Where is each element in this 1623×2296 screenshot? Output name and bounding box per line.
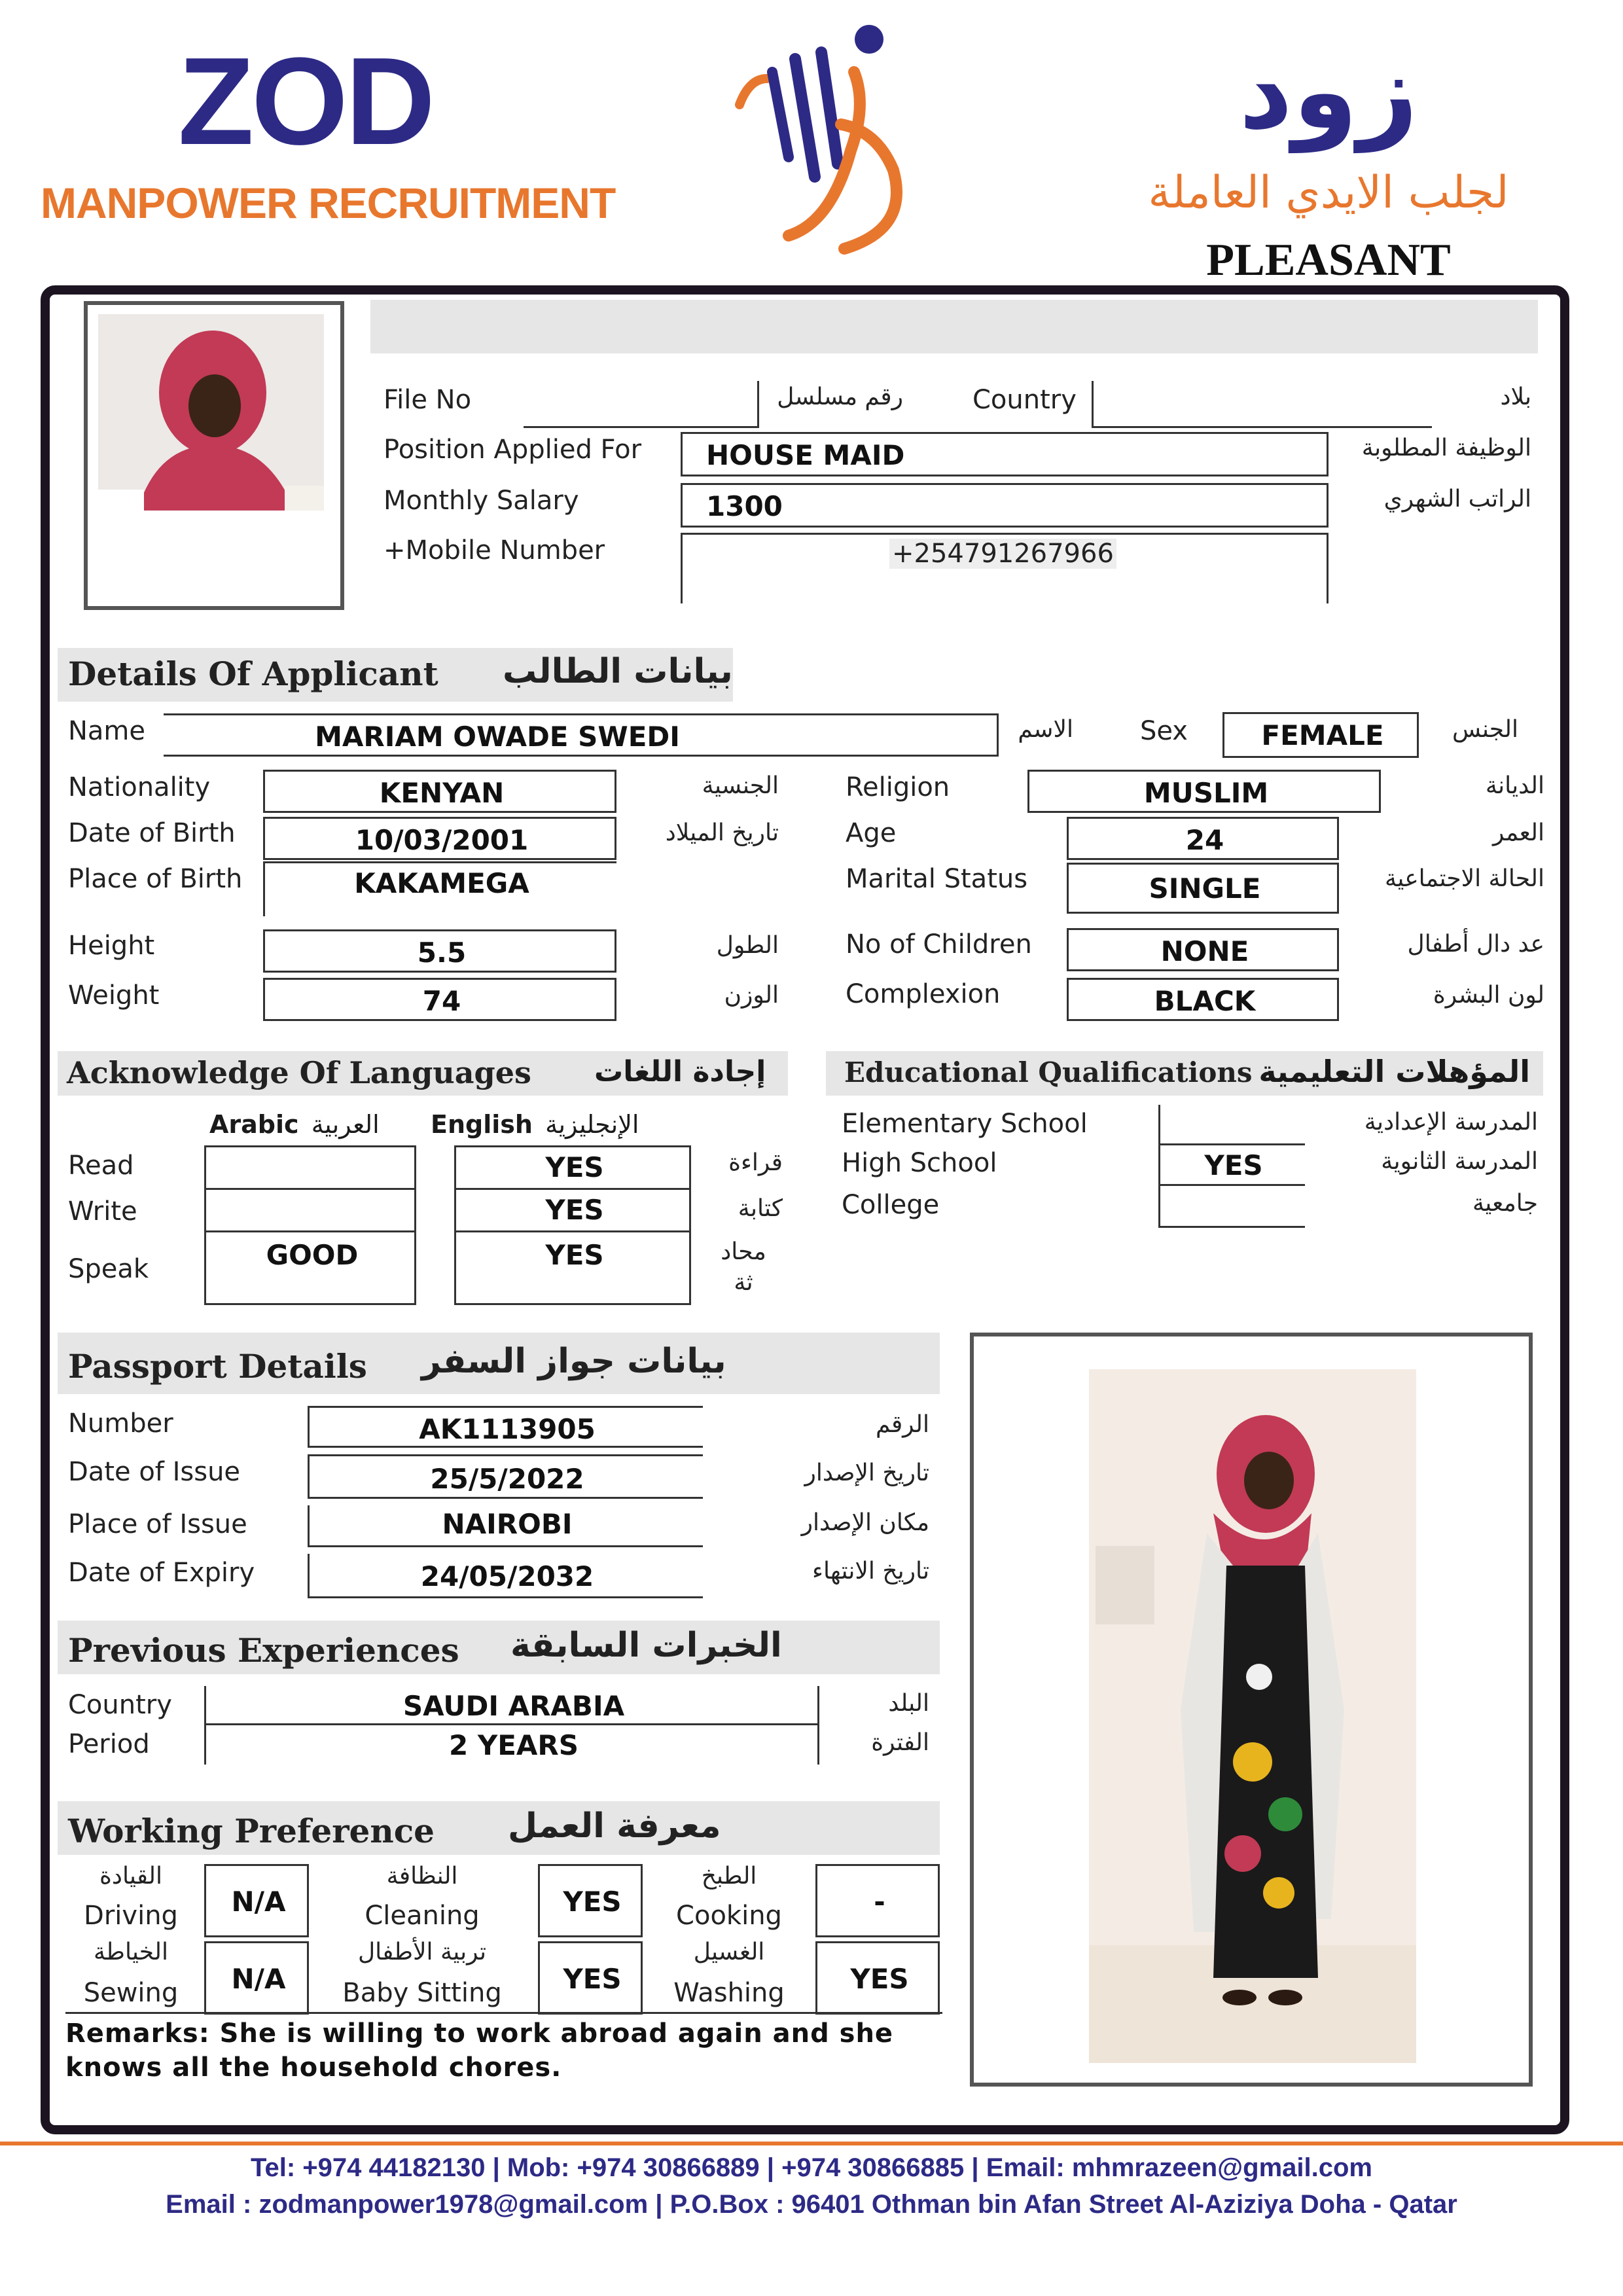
edu-ar-elementary: المدرسة الإعدادية [1364, 1109, 1538, 1136]
english-col-ar: الإنجليزية [545, 1110, 639, 1139]
complexion-field[interactable] [1067, 978, 1339, 1021]
dob-field[interactable] [263, 817, 616, 860]
edu-elementary-cell[interactable] [1158, 1105, 1305, 1145]
top-banner [370, 300, 1538, 353]
lang-read-english-cell[interactable] [454, 1145, 691, 1190]
position-ar-label: الوظيفة المطلوبة [1361, 435, 1531, 461]
exp-period-field[interactable] [204, 1725, 819, 1765]
edu-ar-college: جامعية [1472, 1190, 1538, 1217]
position-value: HOUSE MAID [706, 439, 905, 471]
name-ar-label: الاسم [1018, 716, 1073, 743]
pref-cleaning-value: YES [563, 1886, 622, 1918]
pref-ar-sewing: الخياطة [94, 1939, 168, 1965]
brand-logo-text: ZOD [178, 32, 433, 171]
passport-expiry-value: 24/05/2032 [420, 1560, 594, 1592]
dob-ar-label: تاريخ الميلاد [665, 819, 779, 846]
pref-label-washing: Washing [673, 1978, 785, 2008]
children-value: NONE [1160, 935, 1249, 967]
edu-high-school-value: YES [1204, 1149, 1263, 1181]
salary-field[interactable] [681, 483, 1329, 528]
mobile-field[interactable] [681, 533, 1329, 603]
country-label: Country [972, 385, 1077, 415]
pref-ar-cooking: الطبخ [701, 1863, 757, 1890]
marital-value: SINGLE [1149, 872, 1261, 905]
pob-value: KAKAMEGA [354, 867, 529, 899]
position-field[interactable] [681, 432, 1329, 476]
salary-ar-label: الراتب الشهري [1383, 486, 1531, 512]
languages-title: Acknowledge Of Languages [67, 1055, 531, 1090]
brand-arabic-logo: زود [1239, 30, 1418, 152]
complexion-label: Complexion [846, 979, 1001, 1009]
height-field[interactable] [263, 929, 616, 973]
marital-label: Marital Status [846, 864, 1028, 894]
nationality-field[interactable] [263, 770, 616, 813]
pref-label-cleaning: Cleaning [365, 1901, 480, 1931]
pref-sewing-cell[interactable] [204, 1941, 309, 2015]
lang-write-english-cell[interactable] [454, 1188, 691, 1232]
mobile-label: +Mobile Number [383, 535, 605, 565]
age-ar-label: العمر [1492, 819, 1544, 846]
exp-period-value: 2 YEARS [448, 1729, 579, 1761]
country-ar-label: بلاد [1500, 384, 1531, 410]
religion-value: MUSLIM [1143, 777, 1269, 809]
name-value: MARIAM OWADE SWEDI [315, 721, 680, 753]
pref-baby-sitting-value: YES [563, 1963, 622, 1995]
marital-ar-label: الحالة الاجتماعية [1385, 865, 1544, 892]
exp-country-label: Country [68, 1690, 172, 1720]
weight-ar-label: الوزن [724, 982, 779, 1009]
exp-country-value: SAUDI ARABIA [402, 1690, 625, 1722]
passport-issue-label: Date of Issue [68, 1457, 241, 1487]
salary-value: 1300 [706, 490, 783, 522]
remarks-text: She is willing to work abroad again and she knows all the household chores. [65, 2018, 894, 2083]
pref-label-sewing: Sewing [83, 1978, 179, 2008]
languages-title-ar: إجادة اللغات [594, 1055, 766, 1088]
pref-sewing-value: N/A [231, 1963, 286, 1995]
footer-line-2: Email : zodmanpower1978@gmail.com | P.O.Box : 96401 Othman bin Afan Street Al-Aziziya Doha - Qatar [166, 2190, 1457, 2219]
pref-washing-value: YES [850, 1963, 909, 1995]
pob-label: Place of Birth [68, 864, 243, 894]
brand-arabic-tagline: لجلب الايدي العاملة [1148, 167, 1509, 219]
english-col-header [431, 1110, 639, 1139]
complexion-ar-label: لون البشرة [1433, 982, 1544, 1009]
headshot-photo [98, 314, 324, 511]
lang-read-arabic-cell[interactable] [204, 1145, 416, 1190]
passport-expiry-ar: تاريخ الانتهاء [812, 1558, 929, 1585]
lang-row-ar-read: قراءة [728, 1149, 783, 1176]
preference-section-header [58, 1801, 940, 1855]
experience-title: Previous Experiences [68, 1631, 459, 1670]
experience-section-header [58, 1621, 940, 1674]
pref-ar-washing: الغسيل [693, 1939, 765, 1965]
applicant-title-ar: بيانات الطالب [503, 652, 733, 691]
passport-expiry-field[interactable] [308, 1554, 703, 1598]
passport-issue-field[interactable] [308, 1454, 703, 1499]
fullbody-photo [1089, 1369, 1416, 2063]
languages-section-header [58, 1051, 788, 1096]
age-field[interactable] [1067, 817, 1339, 860]
nationality-label: Nationality [68, 772, 211, 802]
english-col-label: English [431, 1110, 533, 1139]
pref-driving-cell[interactable] [204, 1864, 309, 1937]
edu-label-elementary: Elementary School [842, 1109, 1088, 1139]
sex-ar-label: الجنس [1452, 716, 1518, 743]
remarks [65, 2012, 942, 2085]
passport-title-ar: بيانات جواز السفر [421, 1342, 726, 1381]
passport-number-ar: الرقم [875, 1411, 929, 1438]
religion-label: Religion [846, 772, 950, 802]
brand-emblem-icon [726, 13, 923, 262]
edu-high-school-cell[interactable] [1158, 1144, 1305, 1186]
weight-label: Weight [68, 980, 160, 1011]
lang-speak-english: YES [545, 1239, 604, 1271]
pref-ar-cleaning: النظافة [386, 1863, 458, 1890]
pref-cleaning-cell[interactable] [538, 1864, 643, 1937]
pref-driving-value: N/A [231, 1886, 286, 1918]
lang-speak-arabic-cell[interactable] [204, 1230, 416, 1305]
preference-title-ar: معرفة العمل [508, 1806, 721, 1846]
age-label: Age [846, 818, 897, 848]
exp-country-ar: البلد [888, 1690, 929, 1717]
mobile-value: +254791267966 [889, 539, 1116, 569]
lang-read-english: YES [545, 1151, 604, 1183]
nationality-ar-label: الجنسية [702, 772, 779, 799]
arabic-col-label: Arabic [209, 1110, 299, 1139]
lang-row-label-write: Write [68, 1196, 137, 1227]
height-ar-label: الطول [716, 932, 779, 959]
passport-place-field[interactable] [308, 1505, 703, 1547]
nationality-value: KENYAN [379, 777, 505, 809]
weight-value: 74 [422, 985, 461, 1017]
edu-label-high-school: High School [842, 1148, 997, 1178]
marital-field[interactable] [1067, 863, 1339, 914]
pref-label-driving: Driving [84, 1901, 178, 1931]
brand-subtitle: MANPOWER RECRUITMENT [41, 179, 616, 227]
passport-issue-ar: تاريخ الإصدار [804, 1460, 929, 1486]
pref-cooking-cell[interactable] [815, 1864, 940, 1937]
experience-title-ar: الخبرات السابقة [510, 1626, 782, 1665]
passport-expiry-label: Date of Expiry [68, 1558, 255, 1588]
name-field[interactable] [164, 713, 999, 757]
brand-pleasant: PLEASANT [1206, 235, 1451, 285]
edu-ar-high-school: المدرسة الثانوية [1381, 1148, 1538, 1175]
applicant-title: Details Of Applicant [68, 655, 438, 693]
lang-row-ar-speak: محاد ثة [721, 1238, 766, 1296]
applicant-section-header [58, 648, 733, 702]
children-field[interactable] [1067, 928, 1339, 971]
country-field[interactable] [1092, 381, 1432, 428]
pref-ar-driving: القيادة [99, 1863, 162, 1890]
religion-ar-label: الديانة [1485, 772, 1544, 799]
pref-label-baby-sitting: Baby Sitting [342, 1978, 502, 2008]
pref-cooking-value: - [874, 1886, 885, 1918]
file-no-field[interactable] [524, 381, 759, 428]
pref-baby-sitting-cell[interactable] [538, 1941, 643, 2015]
serial-no-ar-label: رقم مسلسل [777, 384, 903, 410]
education-section-header [826, 1051, 1543, 1096]
passport-number-value: AK1113905 [419, 1413, 596, 1445]
dob-label: Date of Birth [68, 818, 236, 848]
sex-label: Sex [1140, 716, 1188, 746]
exp-period-ar: الفترة [871, 1729, 929, 1756]
religion-field[interactable] [1027, 770, 1381, 813]
passport-place-value: NAIROBI [442, 1508, 573, 1540]
arabic-col-header [209, 1110, 380, 1139]
pob-field[interactable] [263, 861, 616, 916]
dob-value: 10/03/2001 [355, 824, 529, 856]
passport-title: Passport Details [68, 1347, 367, 1386]
complexion-value: BLACK [1154, 985, 1256, 1017]
lang-row-label-read: Read [68, 1151, 134, 1181]
pref-washing-cell[interactable] [815, 1941, 940, 2015]
education-title-ar: المؤهلات التعليمية [1258, 1054, 1530, 1089]
arabic-col-ar: العربية [311, 1110, 380, 1139]
education-title: Educational Qualifications [844, 1056, 1253, 1088]
sex-field[interactable] [1222, 712, 1419, 758]
children-label: No of Children [846, 929, 1032, 960]
edu-college-cell[interactable] [1158, 1186, 1305, 1228]
salary-label: Monthly Salary [383, 486, 579, 516]
passport-issue-value: 25/5/2022 [430, 1463, 584, 1495]
passport-place-label: Place of Issue [68, 1509, 247, 1539]
edu-label-college: College [842, 1190, 940, 1220]
passport-section-header [58, 1333, 940, 1394]
file-no-label: File No [383, 385, 472, 415]
footer-divider [0, 2142, 1623, 2145]
passport-number-field[interactable] [308, 1406, 703, 1448]
passport-number-label: Number [68, 1408, 173, 1439]
exp-country-field[interactable] [204, 1686, 819, 1725]
position-label: Position Applied For [383, 435, 642, 465]
preference-title: Working Preference [68, 1812, 435, 1850]
footer-line-1: Tel: +974 44182130 | Mob: +974 30866889 | +974 30866885 | Email: mhmrazeen@gmail.com [251, 2153, 1372, 2182]
pref-label-cooking: Cooking [676, 1901, 782, 1931]
exp-period-label: Period [68, 1729, 150, 1759]
children-ar-label: عد دال أطفال [1407, 931, 1544, 958]
passport-place-ar: مكان الإصدار [801, 1509, 929, 1536]
lang-speak-arabic: GOOD [266, 1239, 359, 1271]
lang-write-arabic-cell[interactable] [204, 1188, 416, 1232]
lang-write-english: YES [545, 1194, 604, 1226]
lang-row-ar-write: كتابة [738, 1195, 783, 1222]
lang-speak-english-cell[interactable] [454, 1230, 691, 1305]
remarks-label: Remarks: [65, 2018, 210, 2049]
height-value: 5.5 [417, 937, 467, 969]
sex-value: FEMALE [1261, 719, 1384, 751]
name-label: Name [68, 716, 146, 746]
age-value: 24 [1185, 824, 1224, 856]
lang-row-label-speak: Speak [68, 1254, 149, 1284]
weight-field[interactable] [263, 978, 616, 1021]
pref-ar-baby-sitting: تربية الأطفال [357, 1939, 487, 1965]
height-label: Height [68, 931, 155, 961]
